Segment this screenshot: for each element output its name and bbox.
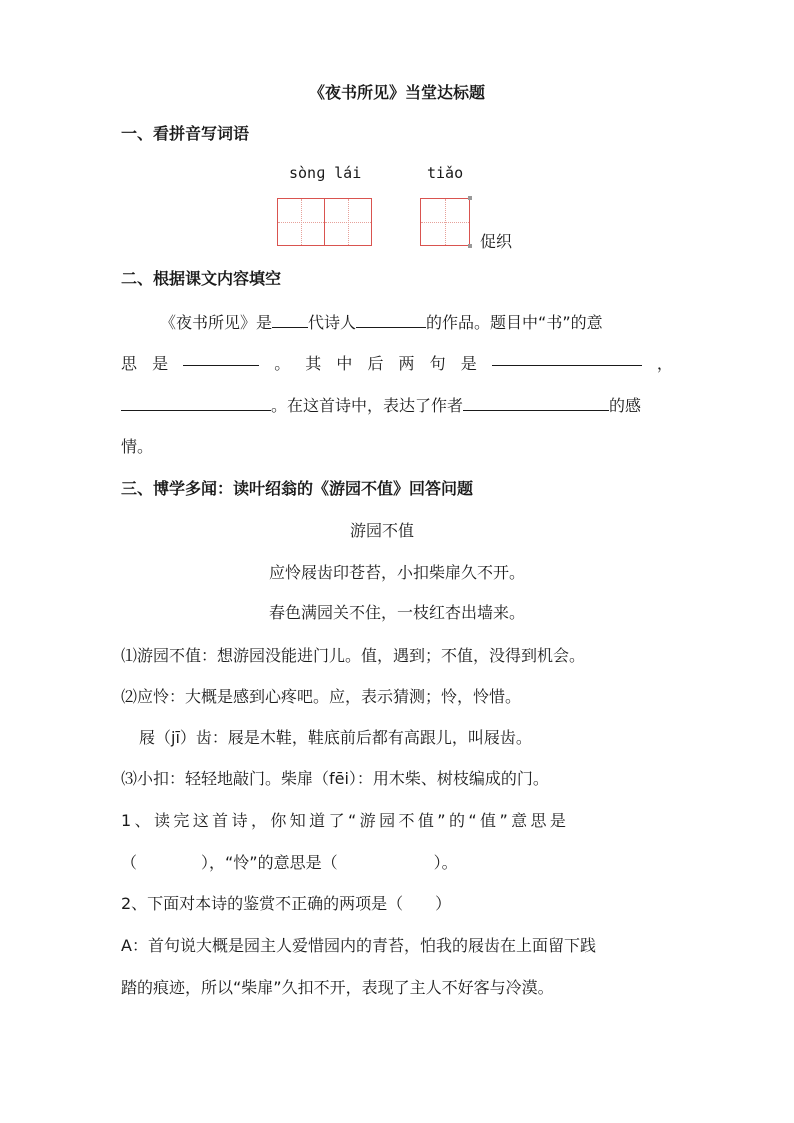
blank-line-a[interactable] <box>492 351 642 366</box>
section-2-heading: 二、根据课文内容填空 <box>121 269 282 288</box>
fill-line-3: 。在这首诗中，表达了作者 的感 <box>121 393 641 416</box>
blank-line-b[interactable] <box>121 396 271 411</box>
note-1: ⑴游园不值：想游园没能进门儿。值，遇到；不值，没得到机会。 <box>121 646 586 665</box>
option-a-line-2: 踏的痕迹，所以“柴扉”久扣不开，表现了主人不好客与冷漠。 <box>121 978 554 997</box>
grid-cell[interactable] <box>325 199 371 245</box>
page-title: 《夜书所见》当堂达标题 <box>308 83 485 102</box>
poem-line-2: 春色满园关不住，一枝红杏出墙来。 <box>268 603 525 622</box>
pinyin-2: tiǎo <box>427 164 464 182</box>
poem-title: 游园不值 <box>349 521 414 540</box>
fill-line-2: 思 是 。 其 中 后 两 句 是 ， <box>121 351 673 374</box>
section-3-heading: 三、博学多闻：读叶绍翁的《游园不值》回答问题 <box>121 479 474 498</box>
blank-feeling[interactable] <box>463 396 609 411</box>
blank-dynasty[interactable] <box>272 313 308 328</box>
poem-line-1: 应怜屐齿印苍苔，小扣柴扉久不开。 <box>268 563 525 582</box>
blank-poet[interactable] <box>356 313 426 328</box>
note-3: 屐（jī）齿：屐是木鞋，鞋底前后都有高跟儿，叫屐齿。 <box>139 728 532 747</box>
writing-grid-tiao[interactable] <box>420 198 470 246</box>
note-2: ⑵应怜：大概是感到心疼吧。应，表示猜测；怜，怜惜。 <box>121 687 522 706</box>
question-2: 2、下面对本诗的鉴赏不正确的两项是（ ） <box>121 894 452 913</box>
blank-meaning[interactable] <box>183 351 259 366</box>
pinyin-1: sònɡ lái <box>289 164 362 182</box>
fill-line-4: 情。 <box>121 437 154 456</box>
grid-cell[interactable] <box>421 199 469 245</box>
question-1-line-1: 1、读完这首诗，你知道了“游园不值”的“值”意思是 <box>121 811 570 830</box>
word-suffix: 促织 <box>480 232 513 251</box>
writing-grid-songlai[interactable] <box>277 198 372 246</box>
section-1-heading: 一、看拼音写词语 <box>121 124 250 143</box>
grid-cell[interactable] <box>278 199 324 245</box>
question-1-line-2: （ ），“怜”的意思是（ ）。 <box>121 853 458 872</box>
note-4: ⑶小扣：轻轻地敲门。柴扉（fēi）：用木柴、树枝编成的门。 <box>121 769 549 788</box>
option-a-line-1: A：首句说大概是园主人爱惜园内的青苔，怕我的屐齿在上面留下践 <box>121 936 596 955</box>
fill-line-1: 《夜书所见》是 代诗人 的作品。题目中“书”的意 <box>160 313 603 332</box>
